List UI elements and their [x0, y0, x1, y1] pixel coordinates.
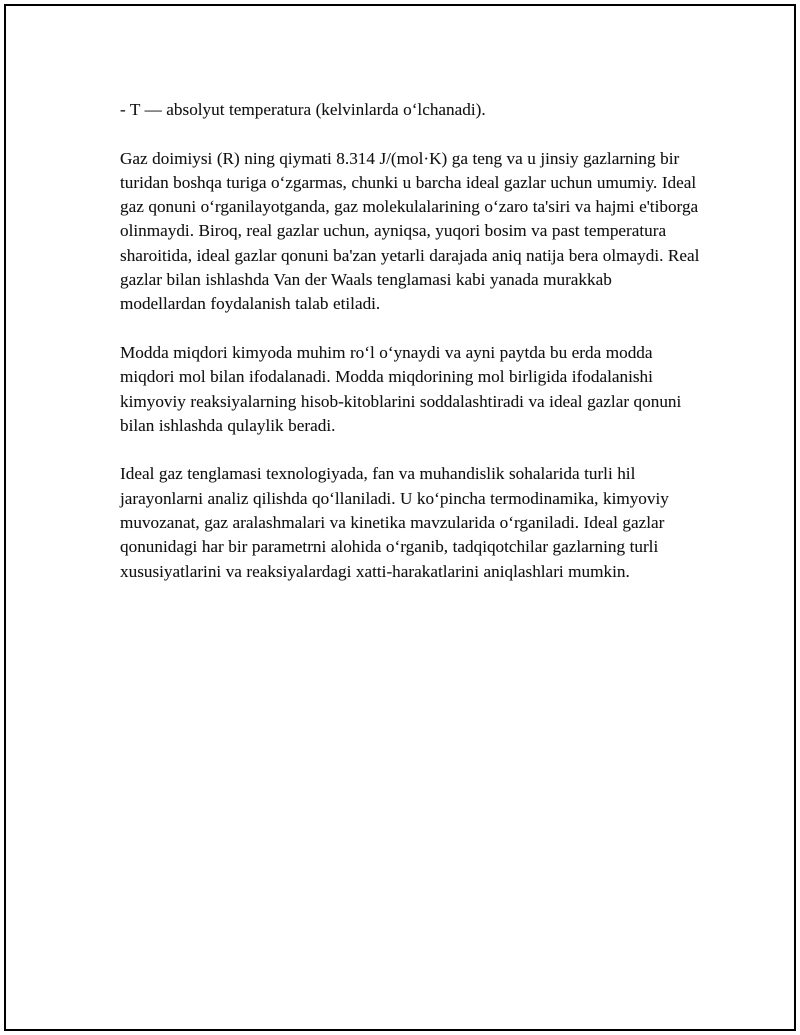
- paragraph-temperature-definition: - T — absolyut temperatura (kelvinlarda o‘lchanadi).: [120, 100, 486, 119]
- paragraph-amount-of-substance: Modda miqdori kimyoda muhim ro‘l o‘ynaydi va ayni paytda bu erda modda miqdori mol bilan ifodalanadi. Modda miqdorining mol birligida ifodalanishi kimyoviy reaksiyalarning hisob-kitoblarini soddalashtiradi va ideal gazlar qonuni bilan ishlashda qulaylik beradi.: [120, 342, 682, 435]
- paragraph-ideal-gas-applications: Ideal gaz tenglamasi texnologiyada, fan va muhandislik sohalarida turli hil jarayonlarni analiz qilishda qo‘llaniladi. U ko‘pincha termodinamika, kimyoviy muvozanat, gaz aralashmalari va kinetika mavzularida o‘rganiladi. Ideal gazlar qonunidagi har bir parametrni alohida o‘rganib, tadqiqotchilar gazlarning turli xususiyatlarini va reaksiyalardagi xatti-harakatlarini aniqlashlari mumkin.: [120, 464, 669, 581]
- document-page: [4, 4, 796, 1031]
- document-body: [120, 98, 700, 584]
- paragraph-gas-constant: Gaz doimiysi (R) ning qiymati 8.314 J/(mol·K) ga teng va u jinsiy gazlarning bir turidan boshqa turiga o‘zgarmas, chunki u barcha ideal gazlar uchun umumiy. Ideal gaz qonuni o‘rganilayotganda, gaz molekulalarining o‘zaro ta'siri va hajmi e'tiborga olinmaydi. Biroq, real gazlar uchun, ayniqsa, yuqori bosim va past temperatura sharoitida, ideal gazlar qonuni ba'zan yetarli darajada aniq natija bera olmaydi. Real gazlar bilan ishlashda Van der Waals tenglamasi kabi yanada murakkab modellardan foydalanish talab etiladi.: [120, 148, 700, 314]
